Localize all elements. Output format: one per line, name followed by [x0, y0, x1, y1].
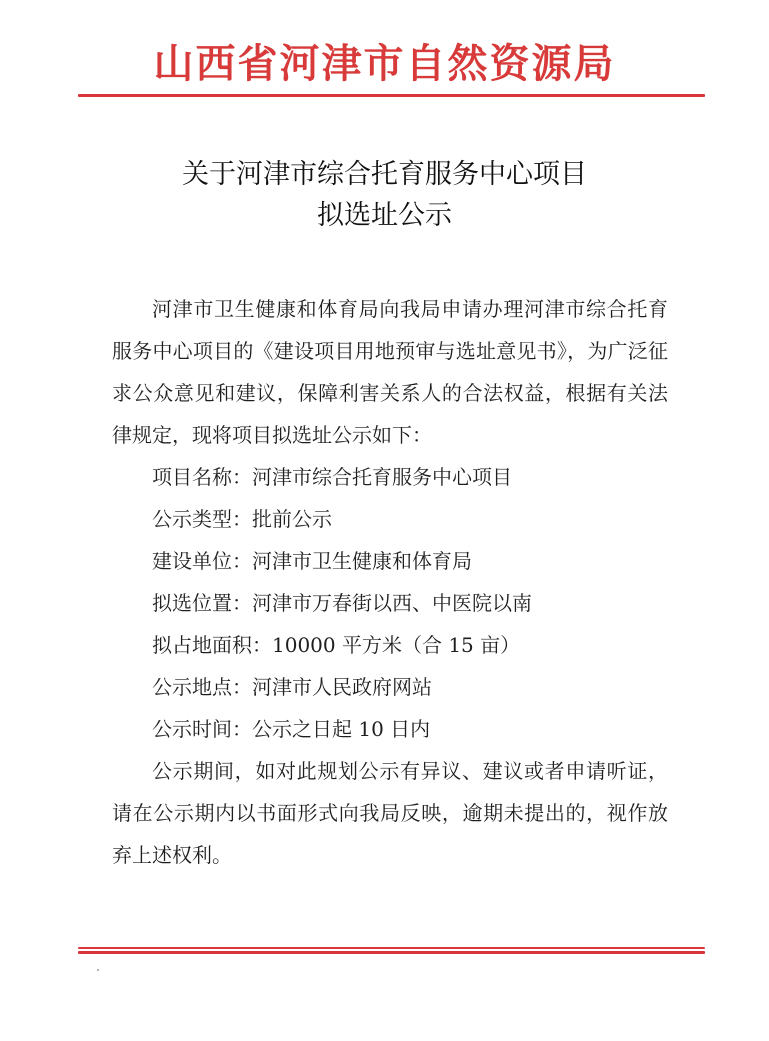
item-project-name: 项目名称：河津市综合托育服务中心项目: [152, 465, 512, 489]
notice-title-line-1: 关于河津市综合托育服务中心项目: [182, 159, 587, 190]
item-location: 拟选位置：河津市万春街以西、中医院以南: [152, 591, 532, 615]
item-notice-period: 公示时间：公示之日起 10 日内: [152, 717, 431, 741]
intro-paragraph: 河津市卫生健康和体育局向我局申请办理河津市综合托育服务中心项目的《建设项目用地预审与选址意见书》，为广泛征求公众意见和建议，保障利害关系人的合法权益，根据有关法律规定，现将项目拟选址公示如下：: [112, 297, 668, 447]
closing-paragraph: 公示期间，如对此规划公示有异议、建议或者申请听证，请在公示期内以书面形式向我局反映，逾期未提出的，视作放弃上述权利。: [112, 759, 668, 867]
notice-title-line-2: 拟选址公示: [317, 200, 452, 231]
item-builder: 建设单位：河津市卫生健康和体育局: [152, 549, 472, 573]
letterhead-divider: [78, 94, 705, 97]
item-notice-place: 公示地点：河津市人民政府网站: [152, 675, 432, 699]
item-notice-type: 公示类型：批前公示: [152, 507, 332, 531]
notice-body: [112, 288, 668, 876]
footer-divider-thick: [78, 951, 705, 954]
item-land-area: 拟占地面积：10000 平方米（合 15 亩）: [152, 633, 521, 657]
scan-speck: [97, 969, 99, 971]
footer-divider-thin: [78, 947, 705, 949]
letterhead-org-name: 山西省河津市自然资源局: [153, 40, 616, 87]
